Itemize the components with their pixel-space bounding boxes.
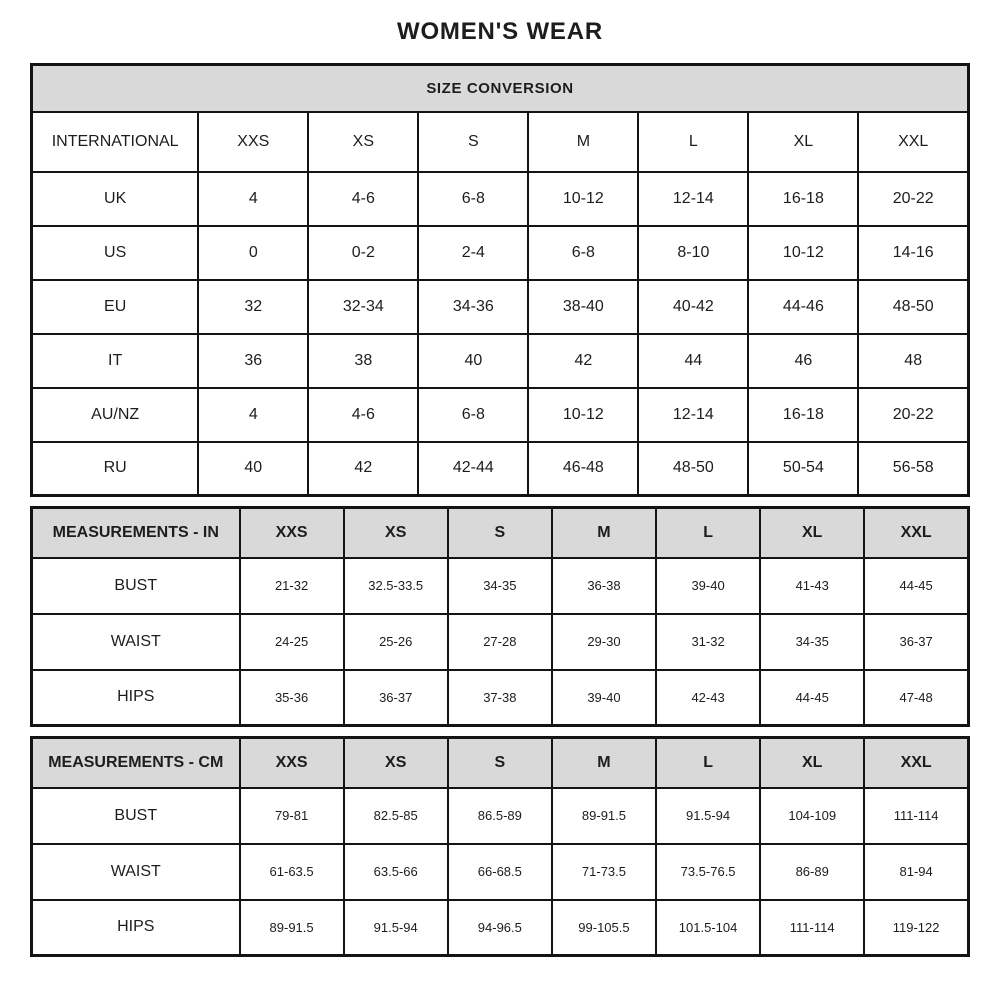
data-cell: 48-50 <box>858 280 968 334</box>
measurements-in-col-header-xs: XS <box>344 508 448 558</box>
data-cell: 38-40 <box>528 280 638 334</box>
data-cell: 73.5-76.5 <box>656 844 760 900</box>
data-cell: 63.5-66 <box>344 844 448 900</box>
measurements-cm-col-header-xxs: XXS <box>240 738 344 788</box>
measurements-centimeters-table <box>30 736 970 957</box>
size-conversion-col-header-xl: XL <box>748 112 858 172</box>
data-cell: 61-63.5 <box>240 844 344 900</box>
data-cell: 94-96.5 <box>448 900 552 956</box>
size-conversion-col-header-l: L <box>638 112 748 172</box>
size-conversion-col-header-xxs: XXS <box>198 112 308 172</box>
data-cell: 21-32 <box>240 558 344 614</box>
data-cell: 44 <box>638 334 748 388</box>
size-conversion-col-header-m: M <box>528 112 638 172</box>
data-cell: 8-10 <box>638 226 748 280</box>
measurements-in-col-header-s: S <box>448 508 552 558</box>
data-cell: 37-38 <box>448 670 552 726</box>
size-conversion-row-label-eu: EU <box>32 280 199 334</box>
column-header-row <box>32 508 969 558</box>
data-cell: 40-42 <box>638 280 748 334</box>
table-row <box>32 788 969 844</box>
size-conversion-col-header-xs: XS <box>308 112 418 172</box>
data-cell: 48 <box>858 334 968 388</box>
data-cell: 27-28 <box>448 614 552 670</box>
data-cell: 89-91.5 <box>552 788 656 844</box>
data-cell: 10-12 <box>748 226 858 280</box>
data-cell: 4 <box>198 388 308 442</box>
data-cell: 44-46 <box>748 280 858 334</box>
data-cell: 0-2 <box>308 226 418 280</box>
size-conversion-row-label-au-nz: AU/NZ <box>32 388 199 442</box>
data-cell: 36-37 <box>344 670 448 726</box>
measurements-cm-row-label-bust: BUST <box>32 788 240 844</box>
data-cell: 6-8 <box>528 226 638 280</box>
measurements-in-row-label-waist: WAIST <box>32 614 240 670</box>
data-cell: 40 <box>418 334 528 388</box>
data-cell: 104-109 <box>760 788 864 844</box>
data-cell: 39-40 <box>656 558 760 614</box>
data-cell: 42-43 <box>656 670 760 726</box>
data-cell: 46 <box>748 334 858 388</box>
measurements-inches-table <box>30 506 970 727</box>
size-conversion-col-header-xxl: XXL <box>858 112 968 172</box>
size-conversion-row-label-us: US <box>32 226 199 280</box>
data-cell: 36-37 <box>864 614 968 670</box>
measurements-in-row-label-hips: HIPS <box>32 670 240 726</box>
data-cell: 86-89 <box>760 844 864 900</box>
measurements-cm-col-header-xl: XL <box>760 738 864 788</box>
page-title: WOMEN'S WEAR <box>397 18 603 45</box>
table-row <box>32 442 969 496</box>
data-cell: 4-6 <box>308 388 418 442</box>
data-cell: 24-25 <box>240 614 344 670</box>
data-cell: 47-48 <box>864 670 968 726</box>
table-row <box>32 226 969 280</box>
data-cell: 36-38 <box>552 558 656 614</box>
table-row <box>32 614 969 670</box>
column-header-row <box>32 738 969 788</box>
size-conversion-col-header-international: INTERNATIONAL <box>32 112 199 172</box>
table-row <box>32 388 969 442</box>
measurements-cm-row-label-hips: HIPS <box>32 900 240 956</box>
table-row <box>32 280 969 334</box>
data-cell: 42-44 <box>418 442 528 496</box>
data-cell: 111-114 <box>760 900 864 956</box>
column-header-row <box>32 112 969 172</box>
size-conversion-title: SIZE CONVERSION <box>32 65 969 112</box>
data-cell: 38 <box>308 334 418 388</box>
data-cell: 40 <box>198 442 308 496</box>
measurements-in-row-label-bust: BUST <box>32 558 240 614</box>
data-cell: 0 <box>198 226 308 280</box>
data-cell: 35-36 <box>240 670 344 726</box>
measurements-cm-row-label-waist: WAIST <box>32 844 240 900</box>
data-cell: 29-30 <box>552 614 656 670</box>
measurements-in-col-header-xl: XL <box>760 508 864 558</box>
data-cell: 41-43 <box>760 558 864 614</box>
data-cell: 42 <box>528 334 638 388</box>
data-cell: 10-12 <box>528 172 638 226</box>
size-conversion-col-header-s: S <box>418 112 528 172</box>
data-cell: 36 <box>198 334 308 388</box>
data-cell: 101.5-104 <box>656 900 760 956</box>
data-cell: 56-58 <box>858 442 968 496</box>
data-cell: 42 <box>308 442 418 496</box>
data-cell: 91.5-94 <box>656 788 760 844</box>
data-cell: 39-40 <box>552 670 656 726</box>
data-cell: 6-8 <box>418 388 528 442</box>
data-cell: 32.5-33.5 <box>344 558 448 614</box>
table-row <box>32 844 969 900</box>
size-conversion-row-label-uk: UK <box>32 172 199 226</box>
data-cell: 20-22 <box>858 172 968 226</box>
data-cell: 10-12 <box>528 388 638 442</box>
data-cell: 25-26 <box>344 614 448 670</box>
measurements-in-col-header-xxl: XXL <box>864 508 968 558</box>
data-cell: 91.5-94 <box>344 900 448 956</box>
data-cell: 44-45 <box>864 558 968 614</box>
data-cell: 66-68.5 <box>448 844 552 900</box>
data-cell: 44-45 <box>760 670 864 726</box>
data-cell: 82.5-85 <box>344 788 448 844</box>
data-cell: 89-91.5 <box>240 900 344 956</box>
data-cell: 4 <box>198 172 308 226</box>
data-cell: 20-22 <box>858 388 968 442</box>
measurements-cm-col-header-xs: XS <box>344 738 448 788</box>
size-conversion-table <box>30 63 970 497</box>
data-cell: 79-81 <box>240 788 344 844</box>
data-cell: 2-4 <box>418 226 528 280</box>
measurements-cm-col-header-xxl: XXL <box>864 738 968 788</box>
data-cell: 71-73.5 <box>552 844 656 900</box>
data-cell: 6-8 <box>418 172 528 226</box>
data-cell: 31-32 <box>656 614 760 670</box>
measurements-in-col-header-l: L <box>656 508 760 558</box>
table-row <box>32 670 969 726</box>
data-cell: 32 <box>198 280 308 334</box>
data-cell: 50-54 <box>748 442 858 496</box>
data-cell: 16-18 <box>748 172 858 226</box>
measurements-in-col-header-measurements-in: MEASUREMENTS - IN <box>32 508 240 558</box>
data-cell: 12-14 <box>638 172 748 226</box>
size-conversion-row-label-it: IT <box>32 334 199 388</box>
data-cell: 14-16 <box>858 226 968 280</box>
measurements-cm-col-header-measurements-cm: MEASUREMENTS - CM <box>32 738 240 788</box>
data-cell: 34-35 <box>448 558 552 614</box>
data-cell: 86.5-89 <box>448 788 552 844</box>
measurements-cm-col-header-l: L <box>656 738 760 788</box>
measurements-cm-col-header-s: S <box>448 738 552 788</box>
data-cell: 34-35 <box>760 614 864 670</box>
table-row <box>32 558 969 614</box>
data-cell: 12-14 <box>638 388 748 442</box>
measurements-cm-col-header-m: M <box>552 738 656 788</box>
measurements-in-col-header-m: M <box>552 508 656 558</box>
data-cell: 16-18 <box>748 388 858 442</box>
data-cell: 4-6 <box>308 172 418 226</box>
data-cell: 111-114 <box>864 788 968 844</box>
measurements-in-col-header-xxs: XXS <box>240 508 344 558</box>
table-row <box>32 172 969 226</box>
data-cell: 119-122 <box>864 900 968 956</box>
data-cell: 99-105.5 <box>552 900 656 956</box>
data-cell: 46-48 <box>528 442 638 496</box>
data-cell: 32-34 <box>308 280 418 334</box>
table-row <box>32 900 969 956</box>
size-conversion-row-label-ru: RU <box>32 442 199 496</box>
data-cell: 81-94 <box>864 844 968 900</box>
data-cell: 48-50 <box>638 442 748 496</box>
data-cell: 34-36 <box>418 280 528 334</box>
table-row <box>32 334 969 388</box>
table-title-row <box>32 65 969 112</box>
